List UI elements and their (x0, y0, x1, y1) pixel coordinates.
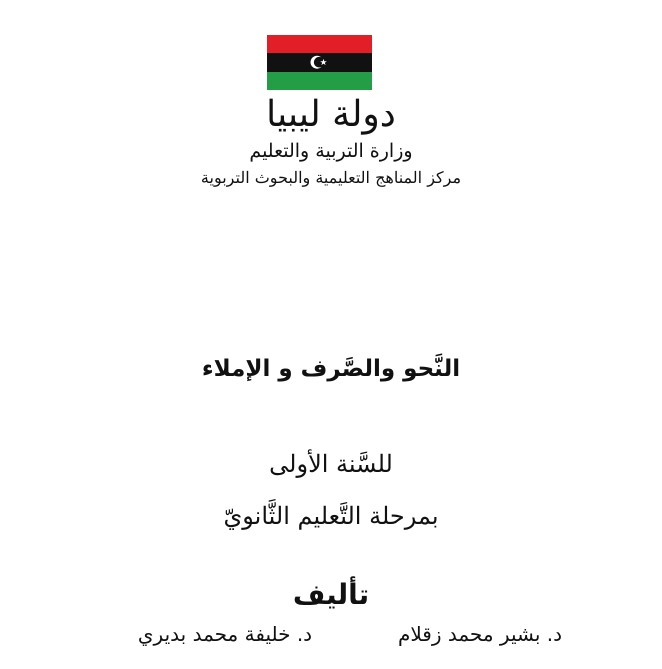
ministry-name: وزارة التربية والتعليم (249, 140, 413, 162)
crescent-star-icon (267, 53, 372, 71)
flag-red-stripe (267, 35, 372, 53)
state-name: دولة ليبيا (266, 94, 396, 135)
center-name: مركز المناهج التعليمية والبحوث التربوية (200, 168, 462, 187)
author-1: د. بشير محمد زقلام (397, 622, 563, 646)
author-2: د. خليفة محمد بديري (137, 622, 313, 646)
flag-black-stripe (267, 53, 372, 71)
libya-flag (267, 35, 372, 90)
flag-green-stripe (267, 72, 372, 90)
authorship-label: تأليف (292, 578, 370, 611)
book-grade: للسَّنة الأولى (269, 450, 393, 478)
book-stage: بمرحلة التَّعليم الثَّانويّ (223, 502, 439, 530)
book-title: النَّحو والصَّرف و الإملاء (201, 356, 461, 382)
